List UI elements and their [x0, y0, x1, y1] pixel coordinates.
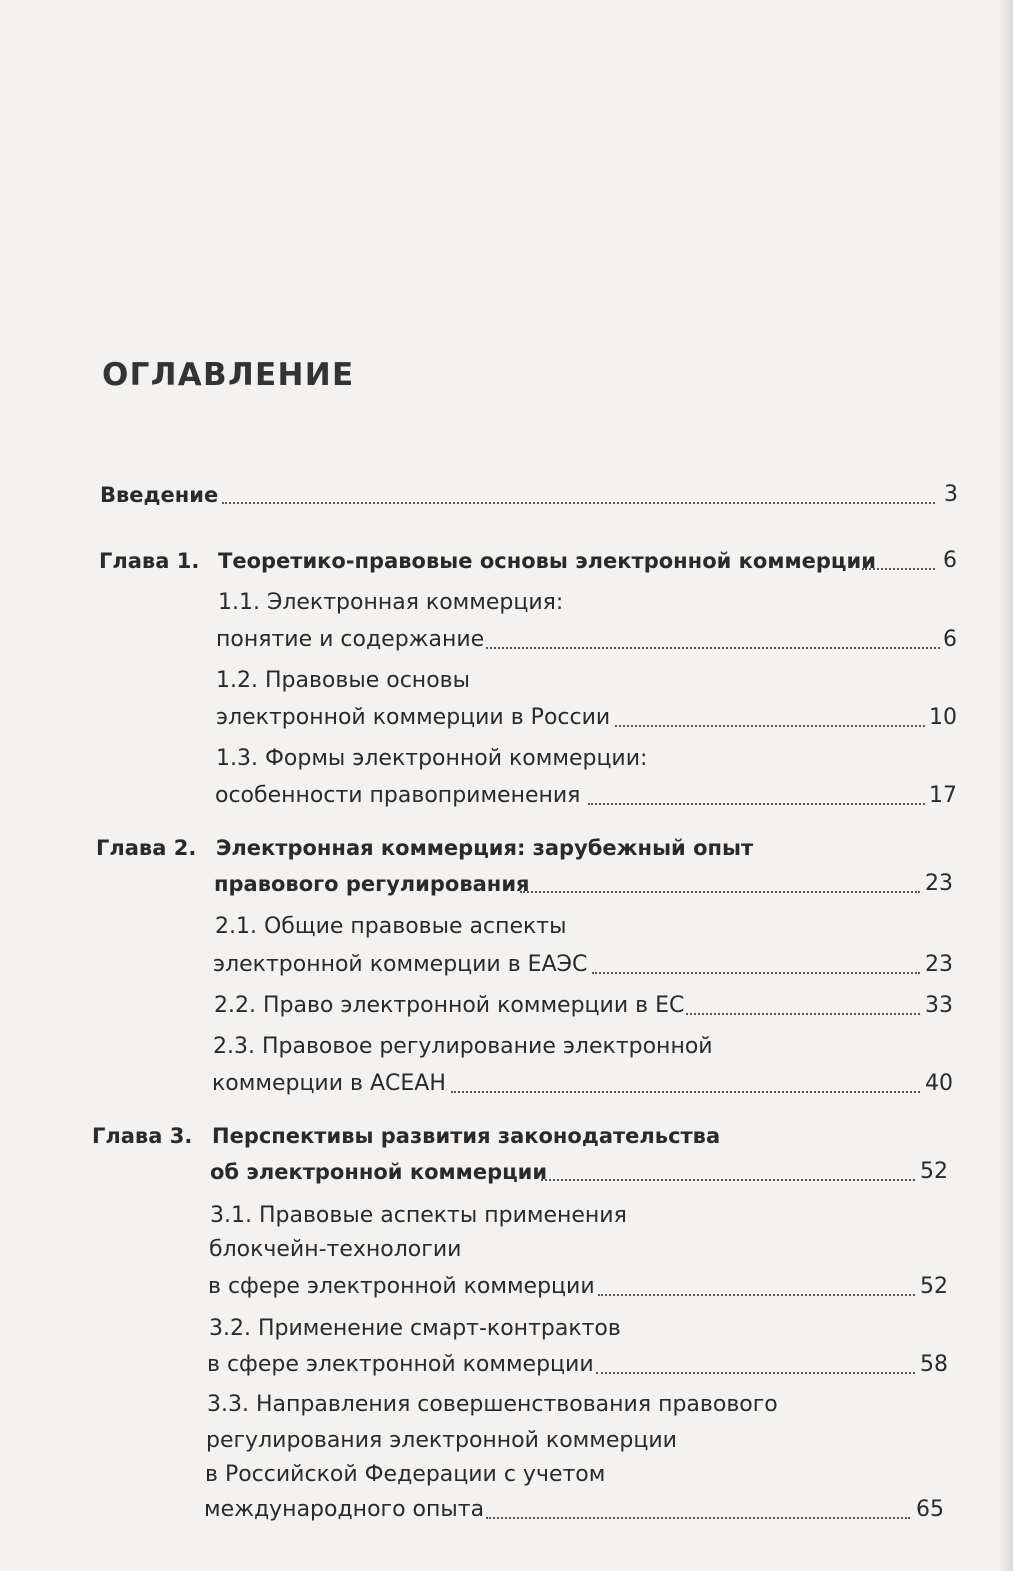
toc-section-2-1	[0, 914, 1013, 940]
section-title: 2.1. Общие правовые аспекты	[215, 914, 567, 939]
section-title: блокчейн-технологии	[209, 1237, 462, 1262]
toc-section-3-3-line2	[0, 1428, 1013, 1454]
toc-section-1-2	[0, 668, 1013, 694]
toc-section-2-1-line2	[0, 952, 1013, 978]
page-number: 58	[920, 1352, 948, 1377]
toc-section-2-3	[0, 1034, 1013, 1060]
leader-dots	[615, 725, 925, 727]
page-title: ОГЛАВЛЕНИЕ	[102, 357, 355, 393]
toc-chapter-3-line2	[0, 1159, 1013, 1185]
section-title: в сфере электронной коммерции	[208, 1274, 595, 1299]
page-number: 23	[925, 952, 953, 977]
toc-section-3-3-line3	[0, 1462, 1013, 1488]
section-title: международного опыта	[204, 1497, 485, 1522]
toc-chapter-2	[0, 835, 1013, 861]
chapter-title: правового регулирования	[214, 872, 530, 896]
leader-dots	[222, 502, 935, 504]
chapter-title: Теоретико-правовые основы электронной коммерции	[218, 549, 876, 573]
section-title: регулирования электронной коммерции	[206, 1428, 677, 1453]
page-number: 10	[929, 705, 957, 730]
intro-title: Введение	[100, 483, 219, 507]
section-title: 2.3. Правовое регулирование электронной	[213, 1034, 713, 1059]
section-title: 2.2. Право электронной коммерции в ЕС	[214, 993, 685, 1018]
chapter-label: Глава 2.	[96, 836, 197, 860]
chapter-title: Перспективы развития законодательства	[212, 1124, 721, 1148]
page-number: 33	[925, 993, 953, 1018]
chapter-title: Электронная коммерция: зарубежный опыт	[216, 836, 754, 860]
leader-dots	[520, 891, 920, 893]
toc-chapter-1	[0, 548, 1013, 574]
leader-dots	[596, 1372, 915, 1374]
page-number: 23	[925, 871, 953, 896]
section-title: электронной коммерции в России	[216, 705, 611, 730]
toc-section-3-2-line2	[0, 1352, 1013, 1378]
toc-section-2-3-line2	[0, 1071, 1013, 1097]
section-title: 1.2. Правовые основы	[216, 668, 470, 693]
toc-section-3-1-line3	[0, 1274, 1013, 1300]
page-number: 65	[916, 1497, 944, 1522]
page-number: 17	[929, 783, 957, 808]
toc-section-3-3-line4	[0, 1497, 1013, 1523]
page-number: 3	[944, 482, 958, 507]
page-number: 52	[920, 1274, 948, 1299]
leader-dots	[486, 1517, 910, 1519]
toc-section-1-3	[0, 746, 1013, 772]
leader-dots	[686, 1013, 920, 1015]
toc-section-3-1	[0, 1203, 1013, 1229]
leader-dots	[592, 972, 920, 974]
toc-intro	[0, 482, 1013, 508]
section-title: понятие и содержание	[216, 627, 485, 652]
toc-section-1-2-line2	[0, 705, 1013, 731]
toc-section-1-1	[0, 590, 1013, 616]
toc-section-3-1-line2	[0, 1237, 1013, 1263]
leader-dots	[451, 1091, 920, 1093]
toc-chapter-3	[0, 1123, 1013, 1149]
section-title: 3.1. Правовые аспекты применения	[210, 1203, 627, 1228]
page-number: 52	[920, 1159, 948, 1184]
section-title: электронной коммерции в ЕАЭС	[213, 952, 588, 977]
leader-dots	[598, 1294, 915, 1296]
section-title: 3.2. Применение смарт-контрактов	[209, 1316, 621, 1341]
toc-section-3-3	[0, 1392, 1013, 1418]
chapter-label: Глава 3.	[92, 1124, 193, 1148]
section-title: в Российской Федерации с учетом	[205, 1462, 606, 1487]
toc-chapter-2-line2	[0, 871, 1013, 897]
section-title: особенности правоприменения	[215, 783, 581, 808]
toc-section-1-3-line2	[0, 783, 1013, 809]
chapter-title: об электронной коммерции	[210, 1160, 548, 1184]
leader-dots	[486, 647, 940, 649]
section-title: коммерции в АСЕАН	[212, 1071, 446, 1096]
toc-section-3-2	[0, 1316, 1013, 1342]
section-title: 1.1. Электронная коммерция:	[218, 590, 564, 615]
page-number: 6	[943, 548, 957, 573]
toc-section-2-2	[0, 993, 1013, 1019]
section-title: 1.3. Формы электронной коммерции:	[216, 746, 648, 771]
section-title: 3.3. Направления совершенствования правового	[207, 1392, 778, 1417]
chapter-label: Глава 1.	[99, 549, 200, 573]
section-title: в сфере электронной коммерции	[207, 1352, 594, 1377]
toc-section-1-1-line2	[0, 627, 1013, 653]
page-number: 6	[943, 627, 957, 652]
leader-dots	[588, 803, 925, 805]
leader-dots	[541, 1179, 915, 1181]
page-number: 40	[925, 1071, 953, 1096]
